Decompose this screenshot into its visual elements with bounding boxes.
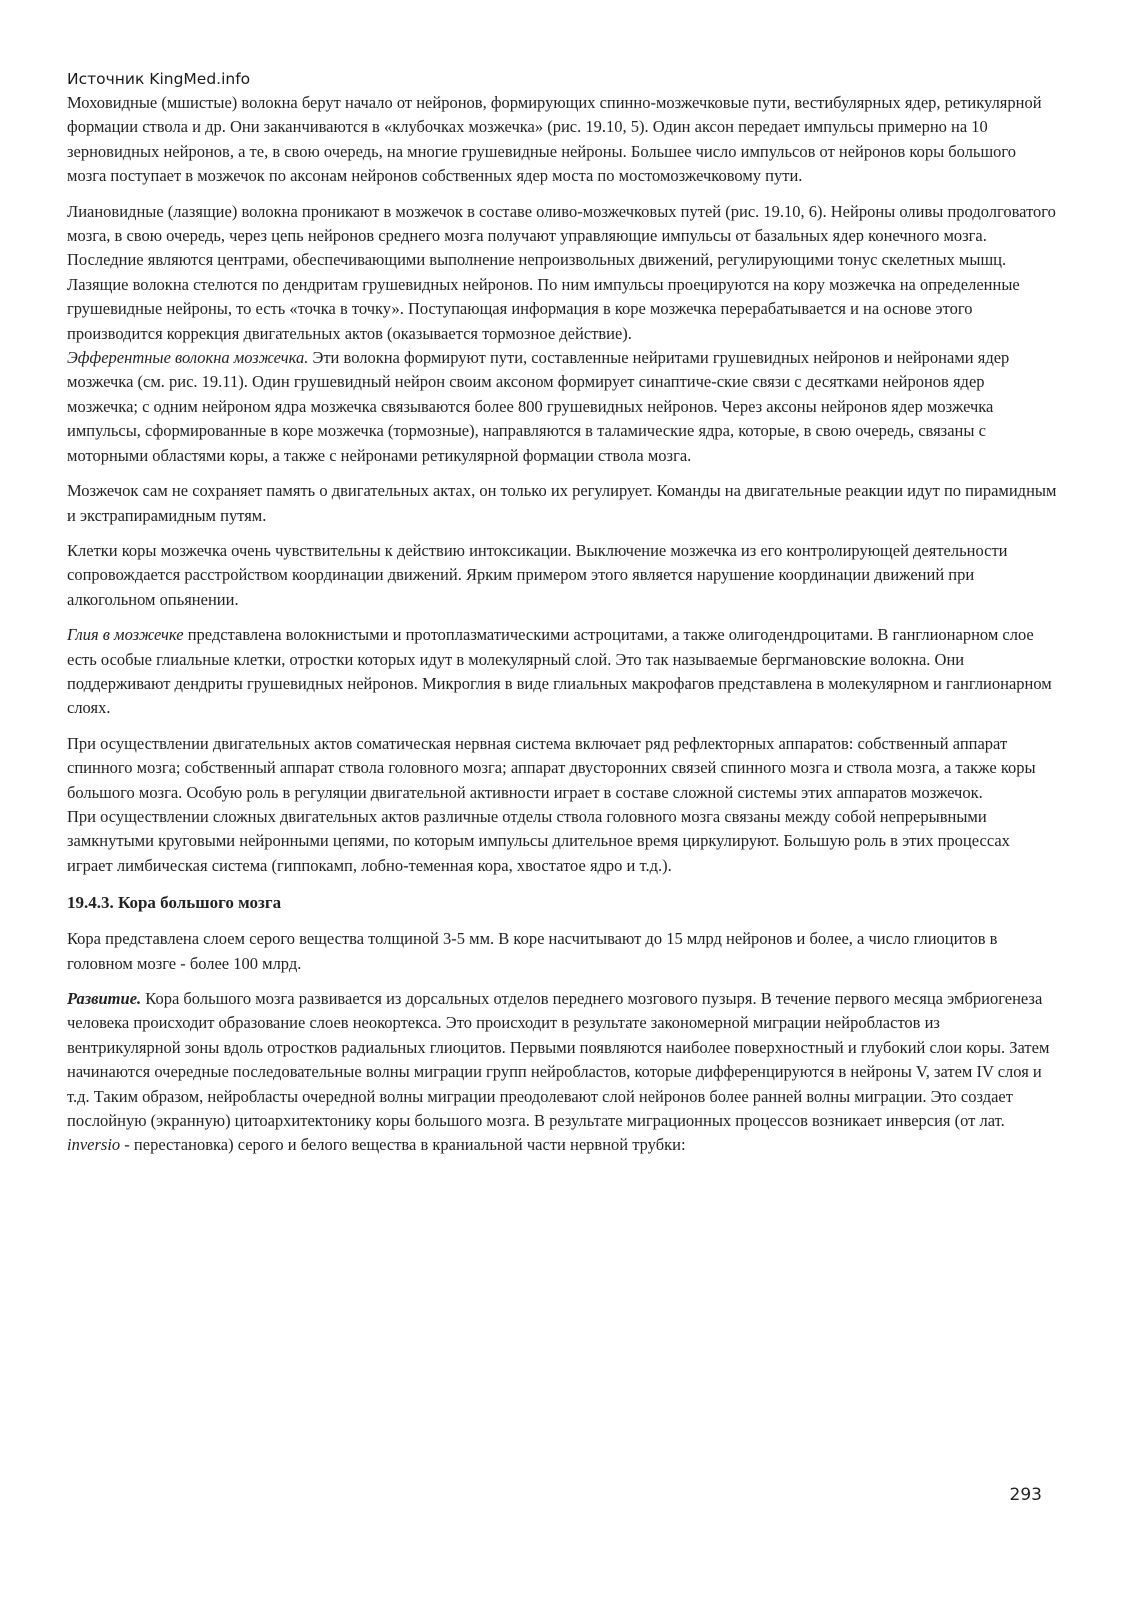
section-heading: 19.4.3. Кора большого мозга xyxy=(67,893,282,913)
paragraph-glia xyxy=(67,623,1057,721)
efferent-lead: Эфферентные волокна мозжечка. xyxy=(67,348,309,368)
development-text-b: - перестановка) серого и белого вещества в краниальной части нервной трубки: xyxy=(120,1135,686,1155)
source-header: Источник KingMed.info xyxy=(67,70,251,88)
efferent-text: Эти волокна формируют пути, составленные нейритами грушевидных нейронов и нейронами ядер мозжечка (см. рис. 19.11). Один грушевидный нейрон своим аксоном формирует синаптиче-ские связи с десятками нейронов ядер мозжечка; с одним нейроном ядра мозжечка связываются более 800 грушевидных нейронов. Через аксоны нейронов ядер мозжечка импульсы, сформированные в коре мозжечка (тормозные), направляются в таламические ядра, которые, в свою очередь, связаны с моторными областями коры, а также с нейронами ретикулярной формации ствола мозга. xyxy=(67,348,1010,465)
glia-lead: Глия в мозжечке xyxy=(67,625,184,645)
paragraph-neuronal-circuits: При осуществлении сложных двигательных актов различные отделы ствола головного мозга связаны между собой непрерывными замкнутыми круговыми нейронными цепями, по которым импульсы длительное время циркулируют. Большую роль в этих процессах играет лимбическая система (гиппокамп, лобно-теменная кора, хвостатое ядро и т.д.). xyxy=(67,806,1010,875)
paragraph-climbing-fibers: Лиановидные (лазящие) волокна проникают в мозжечок в составе оливо-мозжечковых путей (рис. 19.10, 6). Нейроны оливы продолговатого мозга, в свою очередь, через цепь нейронов среднего мозга получают управляющие импульсы от базальных ядер конечного мозга. Последние являются центрами, обеспечивающими выполнение непроизвольных движений, регулирующими тонус скелетных мышц. Лазящие волокна стелются по дендритам грушевидных нейронов. По ним импульсы проецируются на кору мозжечка на определенные грушевидные нейроны, то есть «точка в точку». Поступающая информация в коре мозжечка перерабатывается и на основе этого производится коррекция двигательных актов (оказывается тормозное действие). xyxy=(67,201,1056,343)
development-text-a: Кора большого мозга развивается из дорсальных отделов переднего мозгового пузыря. В течение первого месяца эмбриогенеза человека происходит образование слоев неокортекса. Это происходит в результате закономерной миграции нейробластов из вентрикулярной зоны вдоль отростков радиальных глиоцитов. Первыми появляются наиболее поверхностный и глубокий слои коры. Затем начинаются очередные последовательные волны миграции групп нейробластов, которые дифференцируются в нейроны V, затем IV слоя и т.д. Таким образом, нейробласты очередной волны миграции преодолевают слой нейронов более ранней волны миграции. Это создает послойную (экранную) цитоархитектонику коры большого мозга. В результате миграционных процессов возникает инверсия (от лат. xyxy=(67,989,1050,1131)
paragraph-mossy-fibers: Моховидные (мшистые) волокна берут начало от нейронов, формирующих спинно-мозжечковые пути, вестибулярных ядер, ретикулярной формации ствола и др. Они заканчиваются в «клубочках мозжечка» (рис. 19.10, 5). Один аксон передает импульсы примерно на 10 зерновидных нейронов, а те, в свою очередь, на многие грушевидные нейроны. Большее число импульсов от нейронов коры большого мозга поступает в мозжечок по аксонам нейронов собственных ядер моста по мостомозжечковому пути. xyxy=(67,93,1042,186)
development-lead: Развитие. xyxy=(67,989,142,1008)
page-number: 293 xyxy=(1009,1485,1042,1505)
paragraph-efferent-fibers xyxy=(67,346,1057,468)
glia-text: представлена волокнистыми и протоплазматическими астроцитами, а также олигодендроцитами. В ганглионарном слое есть особые глиальные клетки, отростки которых идут в молекулярный слой. Это так называемые бергмановские волокна. Они поддерживают дендриты грушевидных нейронов. Микроглия в виде глиальных макрофагов представлена в молекулярном и ганглионарном слоях. xyxy=(67,625,1052,718)
development-term: inversio xyxy=(67,1135,121,1155)
paragraph-cortex-intro: Кора представлена слоем серого вещества толщиной 3-5 мм. В коре насчитывают до 15 млрд нейронов и более, а число глиоцитов в головном мозге - более 100 млрд. xyxy=(67,929,998,973)
paragraph-development xyxy=(67,987,1057,1158)
paragraph-memory: Мозжечок сам не сохраняет память о двигательных актах, он только их регулирует. Команды на двигательные реакции идут по пирамидным и экстрапирамидным путям. xyxy=(67,481,1057,525)
paragraph-intoxication: Клетки коры мозжечка очень чувствительны к действию интоксикации. Выключение мозжечка из его контролирующей деятельности сопровождается расстройством координации движений. Ярким примером этого является нарушение координации движений при алкогольном опьянении. xyxy=(67,540,1008,609)
document-page xyxy=(67,68,1057,1158)
paragraph-reflex-apparatus: При осуществлении двигательных актов соматическая нервная система включает ряд рефлекторных аппаратов: собственный аппарат спинного мозга; собственный аппарат ствола головного мозга; аппарат двусторонних связей спинного мозга и ствола мозга, а также коры большого мозга. Особую роль в регуляции двигательной активности играет в составе сложной системы этих аппаратов мозжечок. xyxy=(67,733,1036,802)
